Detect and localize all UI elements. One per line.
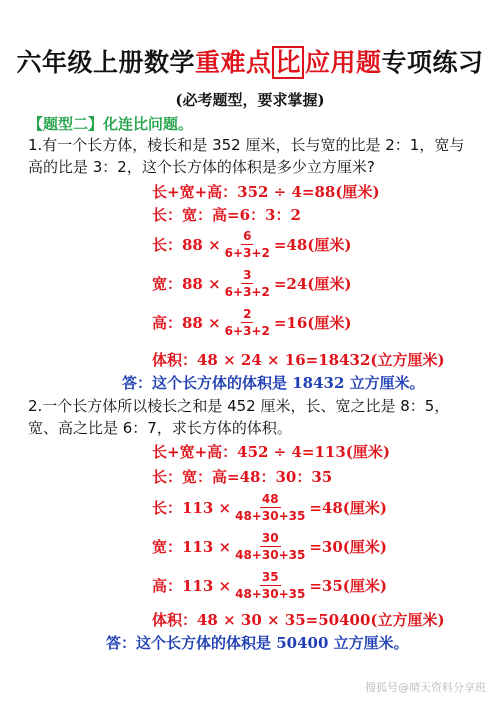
problem1-height (152, 307, 351, 338)
watermark: 搜狐号@晴天资料分享班 (365, 681, 486, 694)
problem1-width-result: =24(厘米) (273, 275, 352, 293)
fraction-denominator: 48+30+35 (235, 587, 306, 601)
problem2-length-fraction (233, 492, 307, 523)
fraction-numerator: 6 (243, 229, 252, 243)
fraction-numerator: 3 (243, 268, 252, 282)
problem2-text: 2.一个长方体所以棱长之和是 452 厘米，长、宽之比是 8：5，宽、高之比是 6：7，求长方体的体积。 (28, 397, 450, 437)
problem1-volume: 体积：48 × 24 × 16=18432(立方厘米) (152, 351, 445, 369)
problem2-width-fraction (233, 531, 307, 562)
problem1-height-result: =16(厘米) (273, 314, 352, 332)
problem2-width (152, 531, 387, 562)
problem1-length-result: =48(厘米) (273, 236, 352, 254)
title-part1: 六年级上册数学 (16, 48, 195, 77)
fraction-numerator: 35 (261, 570, 279, 584)
problem1-answer: 答：这个长方体的体积是 18432 立方厘米。 (122, 374, 425, 392)
fraction-numerator: 48 (261, 492, 279, 506)
title-part3: 比 (272, 46, 304, 79)
title-part2: 重难点 (194, 48, 272, 77)
fraction-denominator: 6+3+2 (224, 324, 270, 338)
problem1-step1: 长+宽+高：352 ÷ 4=88(厘米) (152, 183, 380, 201)
problem2-length-result: =48(厘米) (309, 499, 387, 517)
problem1-width-fraction (223, 268, 272, 299)
problem1-width (152, 268, 351, 299)
problem1-length-fraction (223, 229, 272, 260)
problem1-height-fraction (223, 307, 272, 338)
problem2-length (152, 492, 387, 523)
fraction-denominator: 48+30+35 (235, 548, 306, 562)
problem1-step2: 长：宽：高=6：3：2 (152, 206, 301, 224)
fraction-denominator: 6+3+2 (224, 285, 270, 299)
problem2-volume: 体积：48 × 30 × 35=50400(立方厘米) (152, 611, 445, 629)
fraction-numerator: 2 (243, 307, 252, 321)
problem2-height-fraction (233, 570, 307, 601)
subtitle: (必考题型，要求掌握) (175, 91, 325, 109)
title-part5: 专项练习 (381, 48, 484, 77)
problem2-width-prefix: 宽：113 × (152, 538, 232, 556)
problem2-height-result: =35(厘米) (309, 577, 387, 595)
problem1-width-prefix: 宽：88 × (152, 275, 221, 293)
page-title (0, 46, 500, 80)
problem1-height-prefix: 高：88 × (152, 314, 221, 332)
problem2-height-prefix: 高：113 × (152, 577, 232, 595)
problem1-length (152, 229, 351, 260)
problem2-height (152, 570, 387, 601)
fraction-numerator: 30 (261, 531, 279, 545)
problem2-answer: 答：这个长方体的体积是 50400 立方厘米。 (106, 634, 409, 652)
problem2-width-result: =30(厘米) (309, 538, 387, 556)
fraction-denominator: 6+3+2 (224, 246, 270, 260)
problem2-length-prefix: 长：113 × (152, 499, 232, 517)
section-heading: 【题型二】化连比问题。 (28, 115, 194, 133)
problem1-length-prefix: 长：88 × (152, 236, 221, 254)
fraction-denominator: 48+30+35 (235, 509, 306, 523)
problem2-step2: 长：宽：高=48：30：35 (152, 468, 333, 486)
title-part4: 应用题 (305, 48, 382, 77)
problem1-text: 1.有一个长方体，棱长和是 352 厘米，长与宽的比是 2：1，宽与高的比是 3：2，这个长方体的体积是多少立方厘米? (28, 136, 465, 176)
problem2-step1: 长+宽+高：452 ÷ 4=113(厘米) (152, 443, 390, 461)
